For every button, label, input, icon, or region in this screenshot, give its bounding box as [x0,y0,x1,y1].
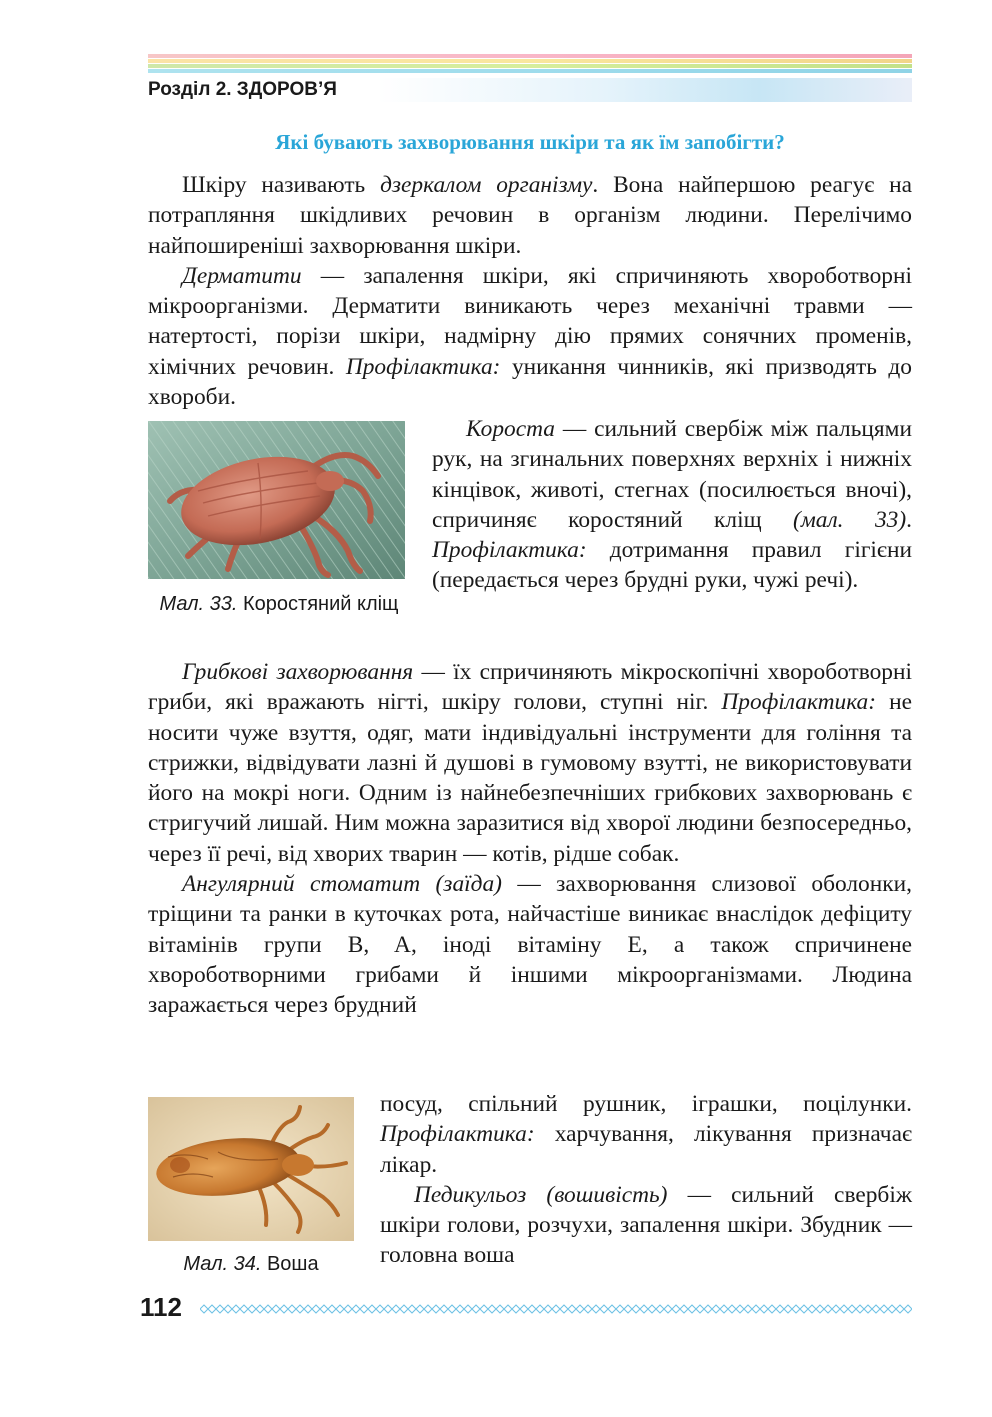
paragraph-dermatitis: Дерматити — запалення шкіри, які спричиняють хвороботворні мікроорганізми. Дерматити виникають через механічні травми — натертості, порізи шкіри, надмірну дію прямих сонячних променів, хімічних речовин. Профілактика: уникання чинників, які призводять до хвороби. [148,262,912,411]
text-block-fungal [148,657,912,1021]
text-block-pediculosis [380,1089,912,1271]
paragraph-stomatitis-cont: посуд, спільний рушник, іграшки, поцілунки. Профілактика: харчування, лікування призначає лікар. [380,1091,912,1178]
paragraph-scabies: Короста — сильний свербіж між пальцями рук, на згинальних поверхнях верхніх і нижніх кінцівок, животі, стегнах (посилюється вночі), спричиняє коростяний кліщ (мал. 33). Профілактика: дотримання правил гігієни (передається через брудні руки, чужі речі). [432,416,912,594]
text-block-scabies [432,414,912,596]
figure-34-caption: Мал. 34. Воша [183,1253,319,1275]
decorative-border [200,1302,912,1316]
section-title: Розділ 2. ЗДОРОВ’Я [148,79,337,100]
paragraph-stomatitis: Ангулярний стоматит (заїда) — захворювання слизової оболонки, тріщини та ранки в куточках рота, найчастіше виникає внаслідок дефіциту вітамінів групи B, A, іноді вітаміну E, а також спричинене хвороботворними грибами й іншими мікроорганізмами. Людина заражається через брудний [148,871,912,1019]
topic-heading: Які бувають захворювання шкіри та як їм запобігти? [275,130,785,154]
mite-image [148,421,405,579]
header-stripes [148,54,912,74]
page-number: 112 [140,1292,182,1322]
paragraph-fungal: Грибкові захворювання — їх спричиняють мікроскопічні хвороботворні гриби, які вражають нігті, шкіру голови, ступні ніг. Профілактика: не носити чуже взуття, одяг, мати індивідуальні інструменти для гоління та стрижки, відвідувати лазні й душові в гумовому взутті, не використовувати його на мокрі ноги. Одним із найнебезпечніших грибкових захворювань є стригучий лишай. Ним можна заразитися від хворої людини безпосередньо, через її речі, від хворих тварин — котів, рідше собак. [148,659,912,867]
paragraph-intro: Шкіру називають дзеркалом організму. Вона найпершою реагує на потрапляння шкідливих речовин в організм людини. Перелічимо найпоширеніші захворювання шкіри. [148,172,912,259]
figure-33-caption: Мал. 33. Коростяний кліщ [159,593,399,615]
louse-image [148,1097,354,1241]
paragraph-pediculosis: Педикульоз (вошивість) — сильний свербіж шкіри голови, розчухи, запалення шкіри. Збудник — головна воша [380,1181,912,1269]
text-block-intro [148,170,912,412]
